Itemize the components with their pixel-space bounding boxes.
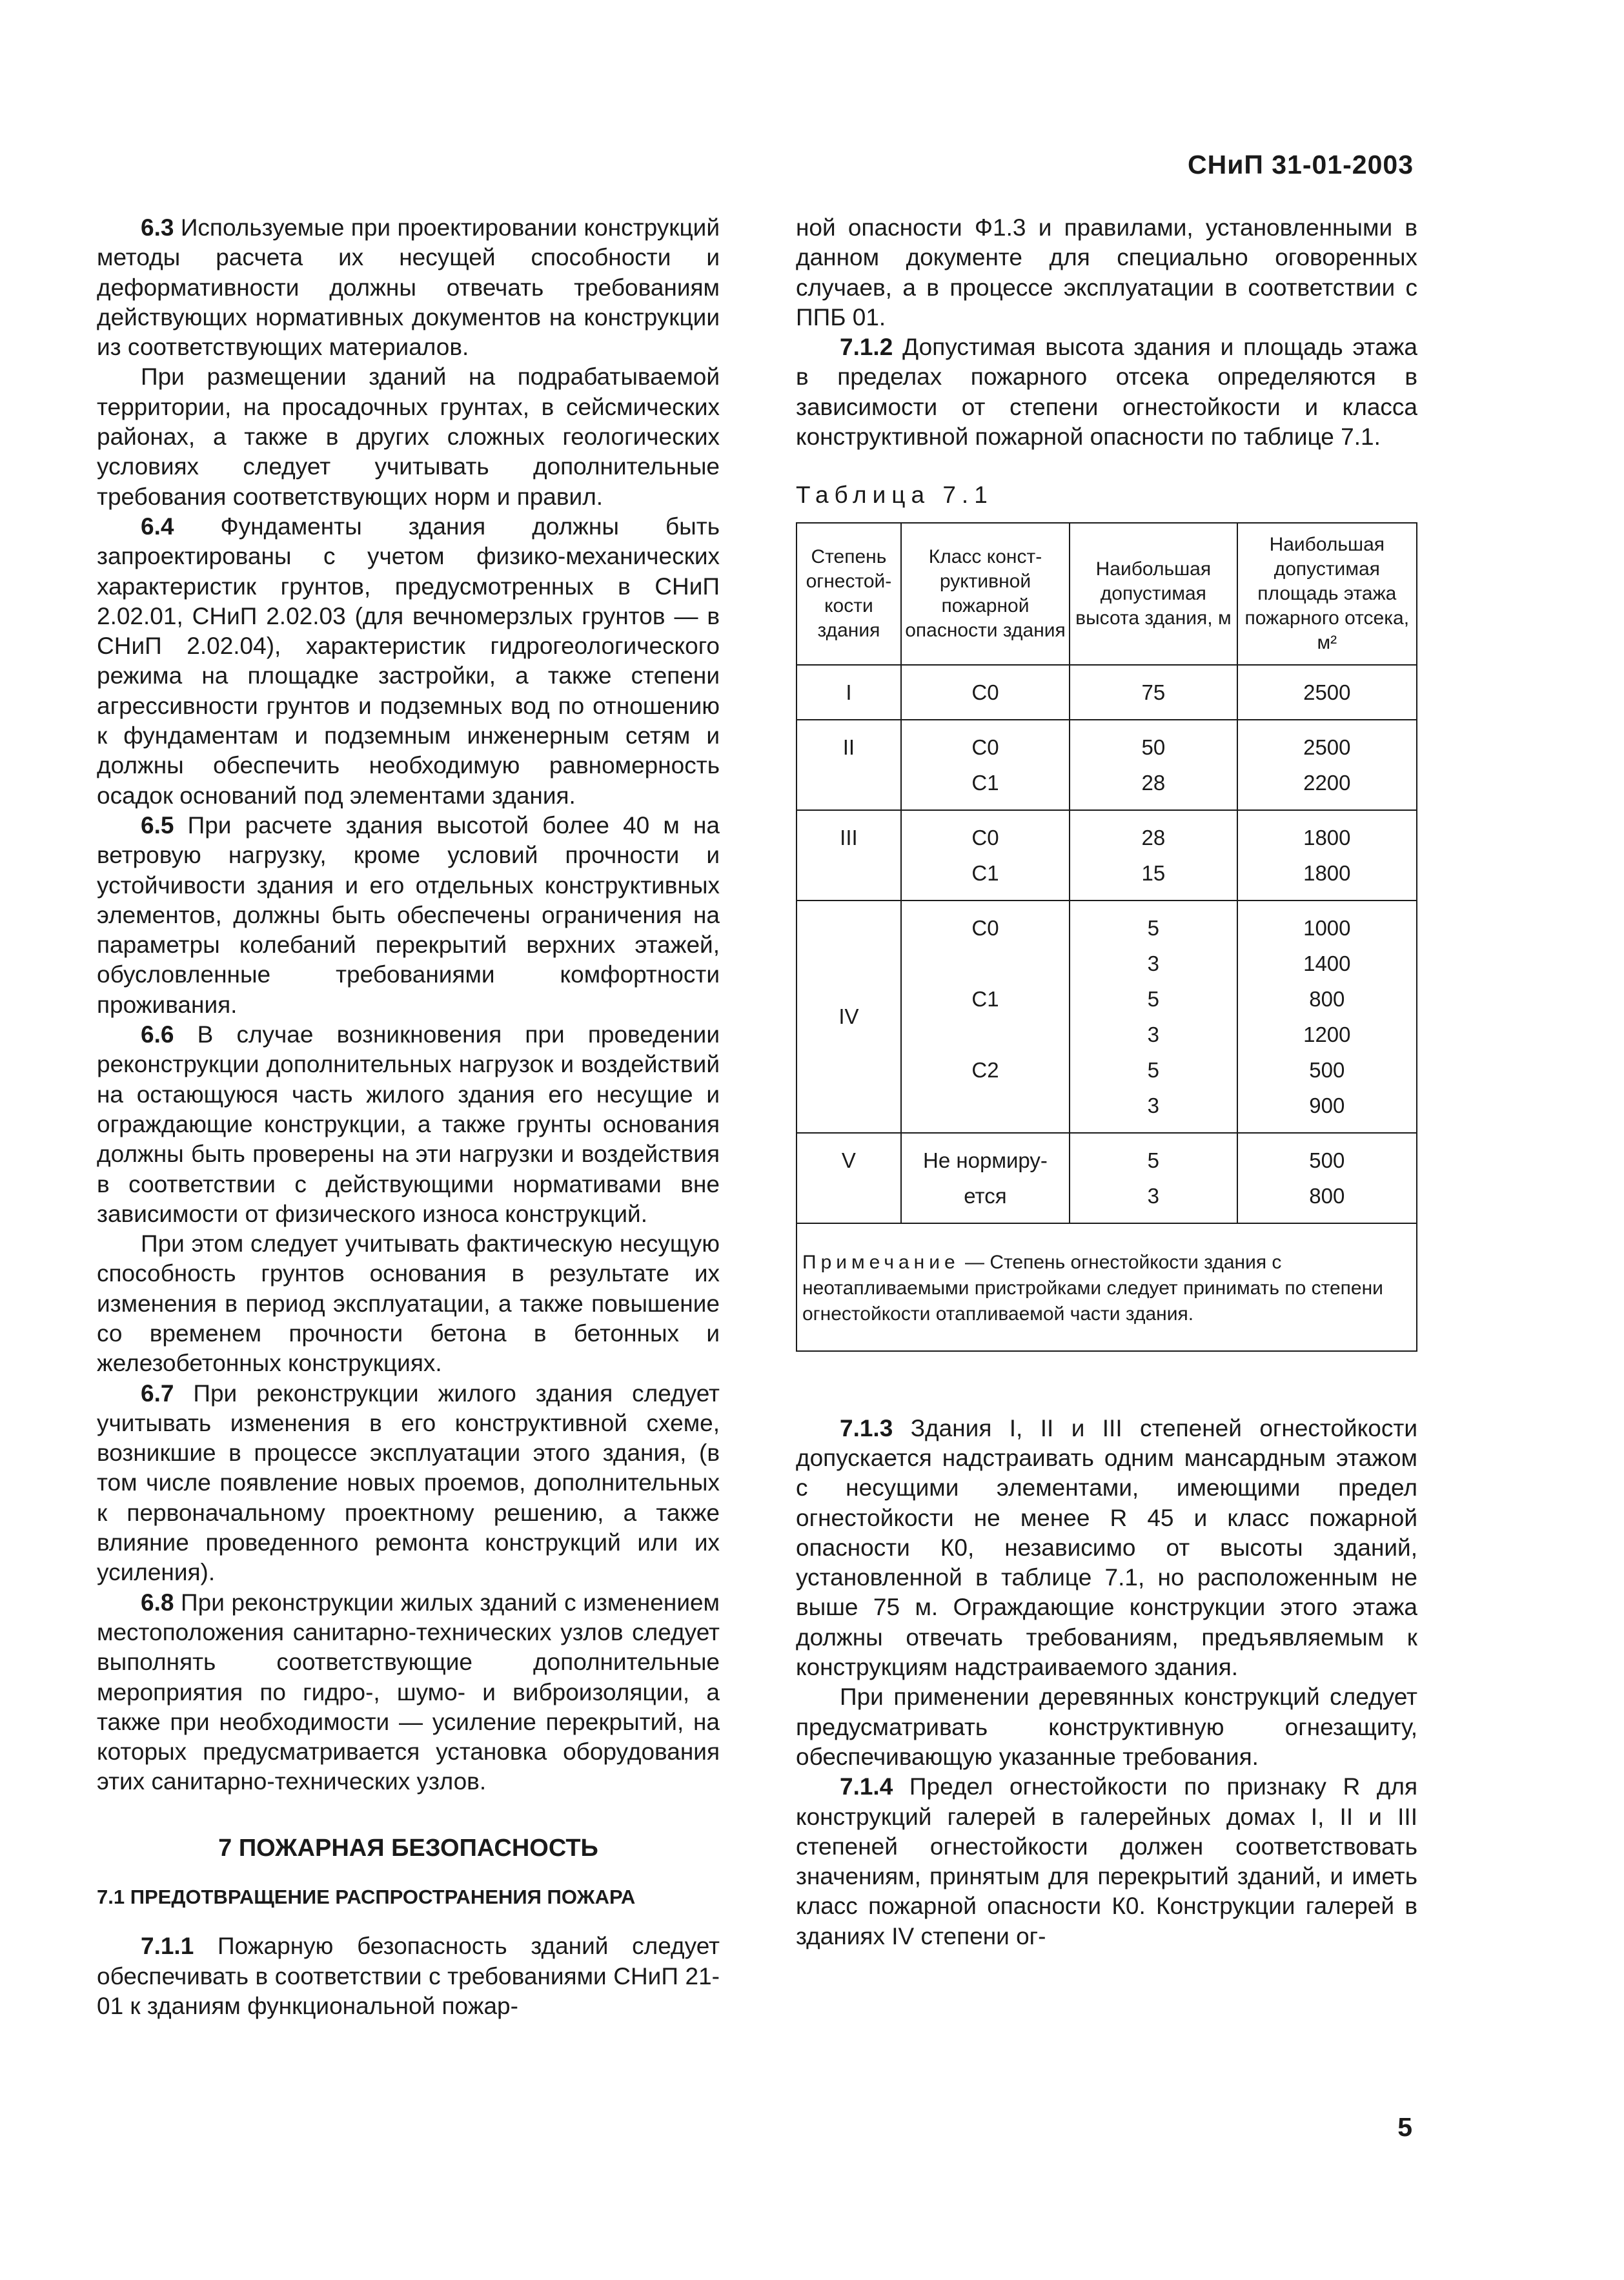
cell-line: 75	[1141, 680, 1166, 704]
clause-text: Здания I, II и III степеней огнестойкости допускается надстраивать одним мансардным этажом с несущими элементами, имеющими предел огнестойкости не менее R 45 и класс пожарной опасности К0, независимо от высоты зданий, установленной в таблице 7.1, но расположенным не выше 75 м. Ограждающие конструкции этого этажа должны отвечать требованиям, предъявляемым к конструкциям надстраиваемого здания.	[796, 1414, 1417, 1681]
cell-line	[902, 946, 1069, 981]
paragraph-7-1-2	[796, 332, 1417, 452]
cell-area	[1237, 1133, 1417, 1223]
clause-number: 6.6	[141, 1021, 174, 1048]
cell-cls	[901, 720, 1070, 810]
cell-area	[1237, 810, 1417, 901]
table-caption: Таблица 7.1	[796, 482, 993, 509]
paragraph-6-6	[97, 1020, 720, 1229]
cell-line: 3	[1147, 1093, 1160, 1117]
cell-line: 28	[1141, 770, 1166, 795]
cell-line: С0	[971, 825, 999, 850]
paragraph-6-5	[97, 811, 720, 1020]
cell-degree: IV	[797, 901, 901, 1133]
clause-number: 6.7	[141, 1379, 174, 1407]
left-column	[97, 213, 720, 2021]
table-7-1	[796, 522, 1417, 1352]
cell-line: С1	[971, 770, 999, 795]
clause-text: При реконструкции жилого здания следует учитывать изменения в его конструктивной схеме, возникшие в процессе эксплуатации этого здания, (в том числе появление новых проемов, дополнительных к первоначальному проектному решению, а также влияние проведенного ремонта конструкций или их усиления).	[97, 1379, 720, 1586]
cell-area	[1237, 901, 1417, 1133]
cell-line: 5	[1147, 1057, 1160, 1082]
page-number: 5	[1397, 2112, 1412, 2142]
cell-cls	[901, 665, 1070, 720]
cell-line: 1800	[1303, 860, 1351, 885]
cell-height	[1070, 810, 1237, 901]
paragraph-7-1-1-cont: ной опасности Ф1.3 и правилами, установленными в данном документе для специально оговоренных случаев, а в процессе эксплуатации в соответствии с ППБ 01.	[796, 214, 1417, 331]
table-header-row	[797, 523, 1417, 665]
clause-text: Используемые при проектировании конструкций методы расчета их несущей способности и деформативности должны отвечать требованиям действующих нормативных документов на конструкции из соответствующих материалов.	[97, 214, 720, 361]
clause-number: 6.5	[141, 811, 174, 839]
clause-text: При расчете здания высотой более 40 м на ветровую нагрузку, кроме условий прочности и устойчивости здания и его отдельных конструктивных элементов, должны быть обеспечены ограничения на параметры колебаний перекрытий верхних этажей, обусловленные требованиями комфортности проживания.	[97, 811, 720, 1018]
cell-line: 5	[1147, 986, 1160, 1011]
cell-cls	[901, 810, 1070, 901]
cell-line: 28	[1141, 825, 1166, 850]
cell-line: 1200	[1303, 1022, 1351, 1046]
note-label: Примечание	[802, 1251, 960, 1273]
header-fire-resistance-degree: Степень огнестой-кости здания	[797, 523, 901, 665]
table-row	[797, 810, 1417, 901]
cell-area	[1237, 665, 1417, 720]
cell-line: 500	[1309, 1057, 1345, 1082]
cell-line: 2500	[1303, 680, 1351, 704]
cell-degree: V	[797, 1133, 901, 1223]
cell-line: 3	[1147, 1183, 1160, 1208]
cell-line: 15	[1141, 860, 1166, 885]
cell-line: С0	[971, 915, 999, 940]
cell-line: С2	[971, 1057, 999, 1082]
cell-line: 1800	[1303, 825, 1351, 850]
clause-number: 7.1.1	[141, 1933, 194, 1960]
clause-text: Фундаменты здания должны быть запроектированы с учетом физико-механических характеристик грунтов, предусмотренных в СНиП 2.02.01, СНиП 2.02.03 (для вечномерзлых грунтов — в СНиП 2.02.04), характеристик гидрогеологического режима на площадке застройки, а также степени агрессивности грунтов и подземных вод по отношению к фундаментам и подземным инженерным сетям и должны обеспечить необходимую равномерность осадок оснований под элементами здания.	[97, 513, 720, 809]
note-text: — Степень огнестойкости здания с неотапливаемыми пристройками следует принимать по степени огнестойкости отапливаемой части здания.	[802, 1251, 1383, 1325]
table-note-row	[797, 1223, 1417, 1351]
cell-line: С0	[971, 680, 999, 704]
clause-text: Допустимая высота здания и площадь этажа в пределах пожарного отсека определяются в зависимости от степени огнестойкости и класса конструктивной пожарной опасности по таблице 7.1.	[796, 334, 1417, 451]
clause-number: 6.8	[141, 1589, 174, 1616]
paragraph-6-8	[97, 1588, 720, 1797]
cell-line: 50	[1141, 735, 1166, 759]
cell-line: 500	[1309, 1148, 1345, 1172]
header-max-area: Наибольшая допустимая площадь этажа пожарного отсека, м²	[1237, 523, 1417, 665]
right-column	[796, 213, 1417, 1951]
cell-line: 3	[1147, 1022, 1160, 1046]
table-row	[797, 720, 1417, 810]
table-row	[797, 665, 1417, 720]
clause-number: 7.1.3	[840, 1414, 893, 1441]
table-note	[797, 1223, 1417, 1351]
clause-number: 7.1.4	[840, 1773, 893, 1800]
cell-line	[902, 1088, 1069, 1123]
cell-line: С0	[971, 735, 999, 759]
paragraph-6-3-cont: При размещении зданий на подрабатываемой территории, на просадочных грунтах, в сейсмических районах, а также в других сложных геологических условиях следует учитывать дополнительные требования соответствующих норм и правил.	[97, 363, 720, 510]
cell-line: 800	[1309, 1183, 1345, 1208]
cell-degree: III	[797, 810, 901, 901]
cell-line: 2200	[1303, 770, 1351, 795]
clause-text: В случае возникновения при проведении реконструкции дополнительных нагрузок и воздействий на остающуюся часть жилого здания его несущие и ограждающие конструкции, а также грунты основания должны быть проверены на эти нагрузки и воздействия в соответствии с действующими нормативами вне зависимости от физического износа конструкций.	[97, 1021, 720, 1227]
paragraph-6-4	[97, 512, 720, 811]
paragraph-6-6-cont: При этом следует учитывать фактическую несущую способность грунтов основания в результате их изменения в период эксплуатации, а также повышение со временем прочности бетона в бетонных и железобетонных конструкциях.	[97, 1230, 720, 1377]
cell-line: 5	[1147, 915, 1160, 940]
cell-line: 2500	[1303, 735, 1351, 759]
cell-degree: II	[797, 720, 901, 810]
paragraph-7-1-3-cont: При применении деревянных конструкций следует предусматривать конструктивную огнезащиту, обеспечивающую указанные требования.	[796, 1684, 1417, 1770]
table-row	[797, 1133, 1417, 1223]
cell-line: Не нормиру-	[923, 1148, 1048, 1172]
paragraph-7-1-4	[796, 1772, 1417, 1951]
clause-number: 7.1.2	[840, 334, 893, 361]
cell-area	[1237, 720, 1417, 810]
cell-line: 900	[1309, 1093, 1345, 1117]
clause-text: Пожарную безопасность зданий следует обеспечивать в соответствии с требованиями СНиП 21-01 к зданиям функциональной пожар-	[97, 1933, 720, 2019]
clause-text: При реконструкции жилых зданий с изменением местоположения санитарно-технических узлов следует выполнять соответствующие дополнительные мероприятия по гидро-, шумо- и виброизоляции, а также при необходимости — усиление перекрытий, на которых предусматривается установка оборудования этих санитарно-технических узлов.	[97, 1589, 720, 1795]
cell-height	[1070, 665, 1237, 720]
cell-line: С1	[971, 860, 999, 885]
subsection-title-7-1: 7.1 ПРЕДОТВРАЩЕНИЕ РАСПРОСТРАНЕНИЯ ПОЖАРА	[97, 1886, 636, 1909]
cell-cls	[901, 901, 1070, 1133]
section-title-7: 7 ПОЖАРНАЯ БЕЗОПАСНОСТЬ	[218, 1834, 598, 1862]
table-row	[797, 901, 1417, 1133]
cell-line: ется	[964, 1183, 1007, 1208]
cell-line: 5	[1147, 1148, 1160, 1172]
cell-height	[1070, 901, 1237, 1133]
cell-line: 3	[1147, 951, 1160, 975]
paragraph-6-3	[97, 213, 720, 362]
clause-text: Предел огнестойкости по признаку R для конструкций галерей в галерейных домах I, II и III степеней огнестойкости должен соответствовать значениям, принятым для перекрытий зданий, и иметь класс пожарной опасности К0. Конструкции галерей в зданиях IV степени ог-	[796, 1773, 1417, 1949]
cell-line: 1000	[1303, 915, 1351, 940]
cell-cls	[901, 1133, 1070, 1223]
paragraph-7-1-3	[796, 1414, 1417, 1683]
paragraph-6-7	[97, 1379, 720, 1588]
cell-height	[1070, 720, 1237, 810]
clause-number: 6.4	[141, 513, 174, 540]
header-max-height: Наибольшая допустимая высота здания, м	[1070, 523, 1237, 665]
paragraph-7-1-1	[97, 1931, 720, 2021]
header-construction-class: Класс конст-руктивной пожарной опасности здания	[901, 523, 1070, 665]
cell-line: С1	[971, 986, 999, 1011]
cell-degree: I	[797, 665, 901, 720]
cell-line	[902, 1017, 1069, 1052]
document-header: СНиП 31-01-2003	[1187, 150, 1414, 179]
clause-number: 6.3	[141, 214, 174, 241]
table-body	[797, 665, 1417, 1223]
cell-line: 1400	[1303, 951, 1351, 975]
cell-height	[1070, 1133, 1237, 1223]
cell-line: 800	[1309, 986, 1345, 1011]
